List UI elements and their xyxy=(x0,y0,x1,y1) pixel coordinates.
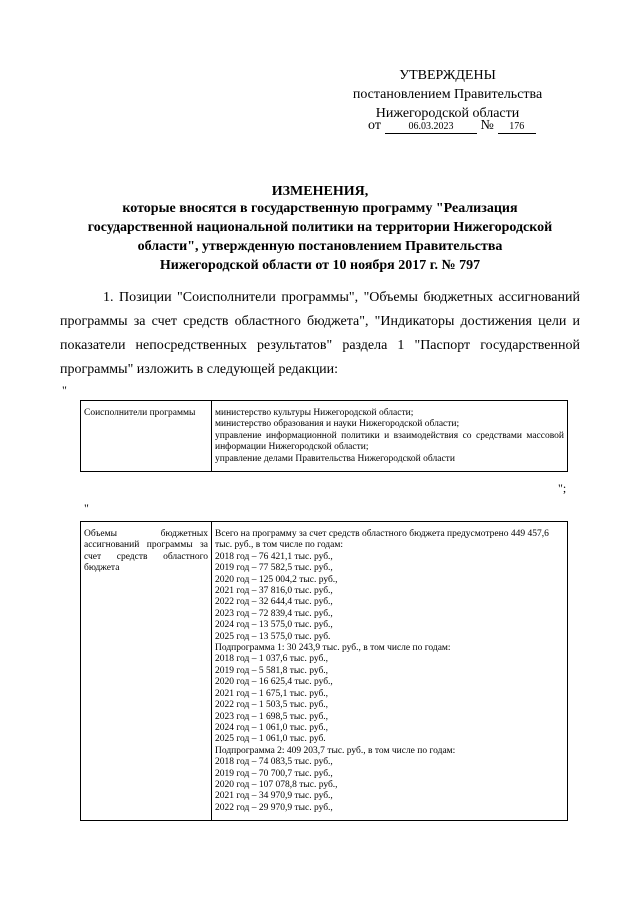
approval-title: УТВЕРЖДЕНЫ xyxy=(399,68,496,83)
list-item: 2025 год – 1 061,0 тыс. руб. xyxy=(215,734,326,745)
row-value xyxy=(212,401,568,472)
close-quote-1: "; xyxy=(558,481,567,495)
list-item: 2025 год – 13 575,0 тыс. руб. xyxy=(215,631,331,642)
list-item: 2019 год – 77 582,5 тыс. руб., xyxy=(215,563,333,574)
subtitle-line: Нижегородской области от 10 ноября 2017 г. № 797 xyxy=(159,258,481,273)
list-item: 2020 год – 107 078,8 тыс. руб., xyxy=(215,779,338,790)
from-label: от xyxy=(368,118,381,133)
subtitle-line: области", утвержденную постановлением Правительства xyxy=(137,239,503,254)
list-item: управление информационной политики и взаимодействия со средствами массовой информации Нижегородской области; xyxy=(215,430,564,453)
list-item: 2024 год – 13 575,0 тыс. руб., xyxy=(215,620,333,631)
table-row xyxy=(81,401,568,472)
list-item: 2021 год – 1 675,1 тыс. руб., xyxy=(215,688,329,699)
list-item: 2022 год – 1 503,5 тыс. руб., xyxy=(215,700,329,711)
list-item: 2023 год – 72 839,4 тыс. руб., xyxy=(215,608,333,619)
list-item: 2018 год – 1 037,6 тыс. руб., xyxy=(215,654,329,665)
list-item: 2020 год – 16 625,4 тыс. руб., xyxy=(215,677,333,688)
list-item: управление делами Правительства Нижегородской области xyxy=(215,453,455,464)
list-item: 2021 год – 37 816,0 тыс. руб., xyxy=(215,586,333,597)
list-item: 2022 год – 29 970,9 тыс. руб., xyxy=(215,802,333,813)
approval-block xyxy=(330,66,565,123)
budget-table xyxy=(80,521,568,821)
list-item: 2021 год – 34 970,9 тыс. руб., xyxy=(215,791,333,802)
open-quote-1: " xyxy=(62,383,67,397)
list-item: 2024 год – 1 061,0 тыс. руб., xyxy=(215,722,329,733)
approval-number: 176 xyxy=(498,121,536,134)
row-label: Объемы бюджетных ассигнований программы за счет средств областного бюджета xyxy=(81,522,212,821)
list-item: 2022 год – 32 644,4 тыс. руб., xyxy=(215,597,333,608)
number-label: № xyxy=(480,118,494,133)
list-item: 2020 год – 125 004,2 тыс. руб., xyxy=(215,574,338,585)
approval-line-2: Нижегородской области xyxy=(375,106,520,121)
list-item: Подпрограмма 1: 30 243,9 тыс. руб., в том числе по годам: xyxy=(215,643,451,654)
list-item: 2019 год – 5 581,8 тыс. руб., xyxy=(215,665,329,676)
row-label: Соисполнители программы xyxy=(81,401,212,472)
approval-line-1: постановлением Правительства xyxy=(352,87,543,102)
open-quote-2: " xyxy=(84,501,89,515)
list-item: Подпрограмма 2: 409 203,7 тыс. руб., в том числе по годам: xyxy=(215,745,456,756)
row-value xyxy=(212,522,568,821)
coexecutors-table xyxy=(80,400,568,472)
subtitle-line: которые вносятся в государственную программу "Реализация xyxy=(122,201,518,216)
document-subtitle xyxy=(60,199,580,275)
list-item: министерство культуры Нижегородской области; xyxy=(215,408,414,418)
subtitle-line: государственной национальной политики на территории Нижегородской xyxy=(87,220,553,235)
list-item: 2019 год – 70 700,7 тыс. руб., xyxy=(215,768,333,779)
paragraph-1: 1. Позиции "Соисполнители программы", "Объемы бюджетных ассигнований программы за счет средств областного бюджета", "Индикаторы достижения цели и показатели непосредственных результатов" раздела 1 "Паспорт государственной программы" изложить в следующей редакции: xyxy=(60,290,580,377)
approval-date-line xyxy=(368,118,536,134)
approval-date: 06.03.2023 xyxy=(385,121,477,134)
list-item: 2018 год – 74 083,5 тыс. руб., xyxy=(215,757,333,768)
list-item: Всего на программу за счет средств областного бюджета предусмотрено 449 457,6 тыс. руб., в том числе по годам: xyxy=(215,529,549,551)
list-item: 2023 год – 1 698,5 тыс. руб., xyxy=(215,711,329,722)
document-title: ИЗМЕНЕНИЯ, xyxy=(271,184,369,199)
list-item: 2018 год – 76 421,1 тыс. руб., xyxy=(215,551,333,562)
table-row xyxy=(81,522,568,821)
list-item: министерство образования и науки Нижегородской области; xyxy=(215,419,460,430)
